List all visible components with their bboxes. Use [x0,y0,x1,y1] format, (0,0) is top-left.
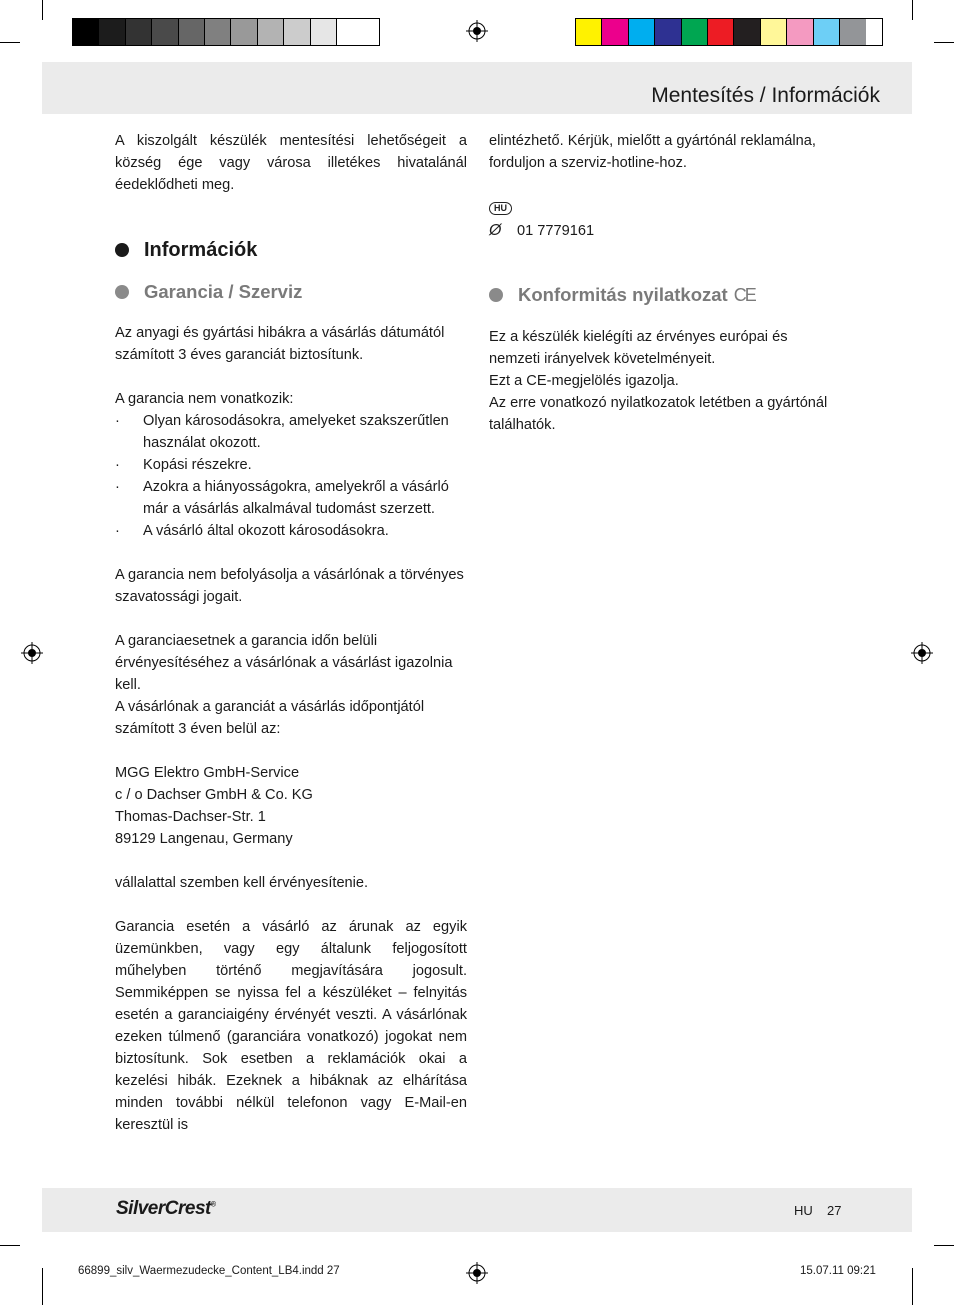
list-item: · A vásárló által okozott károsodásokra. [115,520,467,542]
not-covered-intro: A garancia nem vonatkozik: [115,391,294,407]
conformity-line: Ezt a CE-megjelölés igazolja. [489,373,679,389]
intro-paragraph: A kiszolgált készülék mentesítési lehetőségeit a község ége vagy városa illetékes hivatalánál éedeklődheti meg. [115,133,467,193]
address-line: Thomas-Dachser-Str. 1 [115,809,266,825]
color-swatch [761,19,787,45]
color-swatch [840,19,866,45]
brand-logo [116,1198,216,1220]
print-slug-date: 15.07.11 09:21 [800,1265,876,1277]
logo-registered-mark: ® [210,1201,216,1209]
section-heading-conformity [489,284,841,306]
crop-mark [912,1268,913,1305]
service-address [115,762,467,850]
heading-text: Konformitás nyilatkozat [518,284,728,305]
color-swatch [284,19,310,45]
color-swatch [734,19,760,45]
enforce-paragraph: vállalattal szemben kell érvényesítenie. [115,875,369,891]
registration-mark-icon [466,20,488,42]
crop-mark [912,0,913,20]
ce-mark-icon: CE [733,285,755,305]
color-swatch [814,19,840,45]
list-item: · Azokra a hiányosságokra, amelyekről a vásárló már a vásárlás alkalmával tudomást szerzett. [115,476,467,520]
color-swatch [205,19,231,45]
phone-number: 01 7779161 [517,223,595,239]
conformity-line: Az erre vonatkozó nyilatkozatok letétben a gyártónál találhatók. [489,395,828,433]
not-covered-list [115,410,467,542]
continued-paragraph: elintézhető. Kérjük, mielőtt a gyártónál reklamálna, forduljon a szerviz-hotline-hoz. [489,133,816,171]
right-column [489,130,841,436]
color-swatch [231,19,257,45]
print-slug-file: 66899_silv_Waermezudecke_Content_LB4.indd 27 [78,1265,340,1277]
list-item: · Kopási részekre. [115,454,467,476]
list-marker: · [115,479,120,495]
color-swatch [576,19,602,45]
address-line: c / o Dachser GmbH & Co. KG [115,787,313,803]
list-marker: · [115,523,120,539]
warranty-paragraph: Az anyagi és gyártási hibákra a vásárlás dátumától számított 3 éves garanciát biztosítunk. [115,325,445,363]
color-swatch [99,19,125,45]
color-swatch [682,19,708,45]
address-line: 89129 Langenau, Germany [115,831,293,847]
color-swatch [629,19,655,45]
section-heading-warranty [115,281,467,303]
color-swatch [708,19,734,45]
crop-mark [934,42,954,43]
section-heading-info [115,239,467,261]
repair-paragraph: Garancia esetén a vásárló az árunak az egyik üzemünkben, vagy egy általunk feljogosított műhelyben történő megjavítására jogosult. Semmiképpen se nyissa fel a készüléket – felnyitás esetén a garanciaigény érvényét veszti. A vásárlónak ezeken túlmenő (garanciára vonatkozó) jogokat nem biztosítunk. Sok esetben a reklamációk okai a kezelési hibák. Ezeknek a hibáknak az elhárítása minden további nélkül telefonon vagy E-Mail-en keresztül is [115,919,467,1133]
page-language: HU [794,1203,813,1218]
gray-color-bar [72,18,380,46]
process-color-bar [575,18,883,46]
color-swatch [152,19,178,45]
left-column [115,130,467,1136]
crop-mark [934,1245,954,1246]
color-swatch [258,19,284,45]
phone-icon: Ø [489,222,502,239]
registration-mark-icon [911,642,933,664]
color-swatch [126,19,152,45]
bullet-icon [115,285,129,299]
crop-mark [0,1245,20,1246]
legal-paragraph: A garancia nem befolyásolja a vásárlónak a törvényes szavatossági jogait. [115,567,464,605]
conformity-text [489,326,841,436]
list-marker: · [115,457,120,473]
claim-paragraph-2: A vásárlónak a garanciát a vásárlás időpontjától számított 3 éven belül az: [115,699,425,737]
heading-text: Garancia / Szerviz [144,281,303,302]
phone-row [489,220,841,242]
hotline-block [489,196,841,242]
list-marker: · [115,413,120,429]
page-number: 27 [827,1203,842,1218]
address-line: MGG Elektro GmbH-Service [115,765,300,781]
color-swatch [73,19,99,45]
registration-mark-icon [21,642,43,664]
color-swatch [602,19,628,45]
list-item: · Olyan károsodásokra, amelyeket szakszerűtlen használat okozott. [115,410,467,454]
color-swatch [179,19,205,45]
crop-mark [42,0,43,20]
page-title: Mentesítés / Információk [651,84,880,107]
registration-mark-icon [466,1262,488,1284]
crop-mark [42,1268,43,1305]
logo-text: SilverCrest [116,1198,211,1219]
bullet-icon [489,288,503,302]
color-swatch [655,19,681,45]
country-badge: HU [489,202,512,215]
color-swatch [787,19,813,45]
claim-paragraph-1: A garanciaesetnek a garancia időn belüli érvényesítéséhez a vásárlónak a vásárlást igazolnia kell. [115,633,453,693]
bullet-icon [115,243,129,257]
conformity-line: Ez a készülék kielégíti az érvényes európai és nemzeti irányelvek követelményeit. [489,329,788,367]
crop-mark [0,42,20,43]
color-swatch [337,19,363,45]
color-swatch [311,19,337,45]
heading-text: Információk [144,239,258,261]
